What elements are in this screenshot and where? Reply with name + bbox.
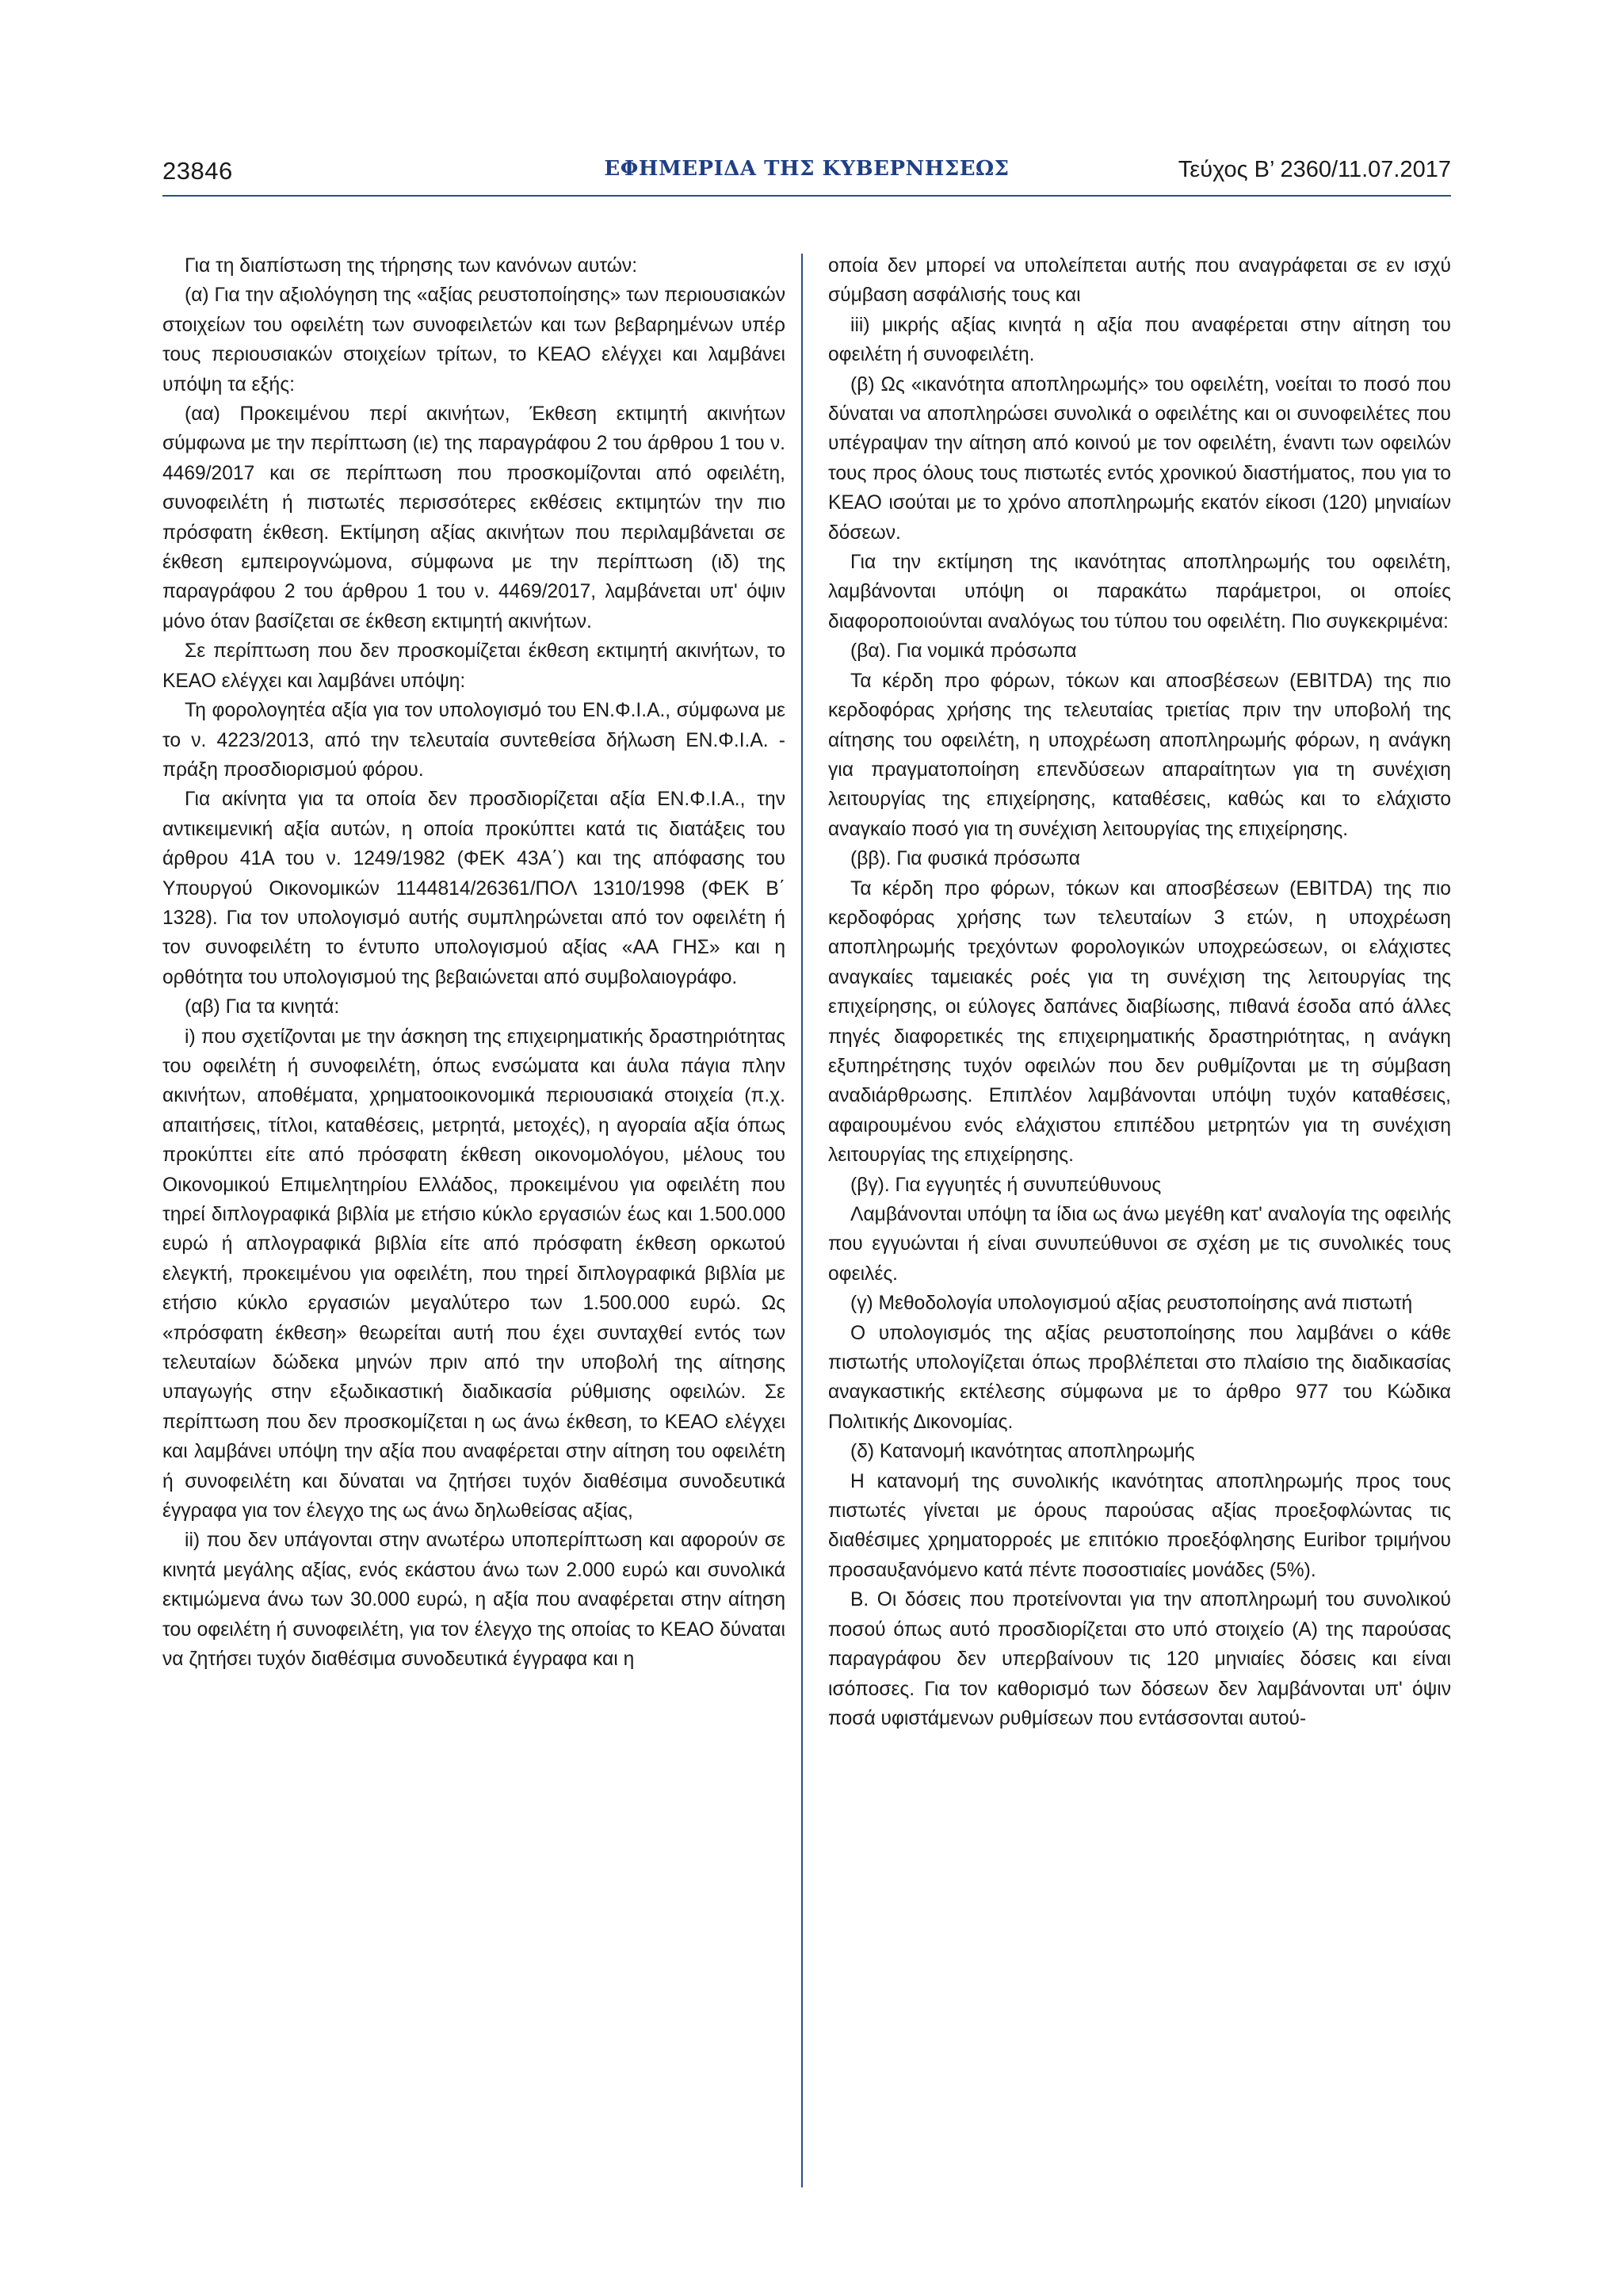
paragraph: (βα). Για νομικά πρόσωπα — [850, 640, 1077, 663]
paragraph: (α) Για την αξιολόγηση της «αξίας ρευστοποίησης» των περιουσιακών στοιχείων του οφειλέτη των συνοφειλετών και των βεβαρημένων υπέρ τους περιουσιακών στοιχείων τρίτων, το ΚΕΑΟ ελέγχει και λαμβάνει υπόψη τα εξής: — [162, 285, 785, 395]
paragraph: οποία δεν μπορεί να υπολείπεται αυτής που αναγράφεται σε εν ισχύ σύμβαση ασφάλισής τους και — [828, 255, 1451, 307]
paragraph: Για την εκτίμηση της ικανότητας αποπληρωμής του οφειλέτη, λαμβάνονται υπόψη οι παρακάτω παράμετροι, οι οποίες διαφοροποιούνται αναλόγως του τύπου του οφειλέτη. Πιο συγκεκριμένα: — [828, 552, 1451, 632]
paragraph: (αβ) Για τα κινητά: — [185, 996, 340, 1018]
paragraph: Τα κέρδη προ φόρων, τόκων και αποσβέσεων (EBITDA) της πιο κερδοφόρας χρήσης της τελευταίας τριετίας πριν την υποβολή της αίτησης του οφειλέτη, η υποχρέωση αποπληρωμής φόρων, η ανάγκη για πραγματοποίηση επενδύσεων απαραίτητων για τη συνέχιση λειτουργίας της επιχείρησης, καταθέσεις, καθώς και το ελάχιστο αναγκαίο ποσό για τη συνέχιση λειτουργίας της επιχείρησης. — [828, 670, 1451, 840]
left-column — [162, 251, 785, 1675]
gazette-title: ΕΦΗΜΕΡΙΔΑ ΤΗΣ ΚΥΒΕΡΝΗΣΕΩΣ — [604, 157, 1010, 181]
column-divider — [801, 254, 803, 2187]
issue-reference: Τεύχος Β’ 2360/11.07.2017 — [1178, 157, 1451, 182]
paragraph: (γ) Μεθοδολογία υπολογισμού αξίας ρευστοποίησης ανά πιστωτή — [850, 1293, 1413, 1315]
paragraph: Τα κέρδη προ φόρων, τόκων και αποσβέσεων (EBITDA) της πιο κερδοφόρας χρήσης των τελευταίων 3 ετών, η υποχρέωση αποπληρωμής τρεχόντων φορολογικών υποχρεώσεων, οι ελάχιστες αναγκαίες ταμειακές ροές για τη συνέχιση της λειτουργίας της επιχείρησης, οι εύλογες δαπάνες διαβίωσης, πιθανά έσοδα από άλλες πηγές διαφορετικές της επιχειρηματικής δραστηριότητας, η ανάγκη εξυπηρέτησης τυχόν οφειλών που δεν ρυθμίζονται με τη σύμβαση αναδιάρθρωσης. Επιπλέον λαμβάνονται υπόψη τυχόν καταθέσεις, αφαιρουμένου ενός ελάχιστου επιπέδου μετρητών για τη συνέχιση λειτουργίας της επιχείρησης. — [828, 877, 1451, 1167]
page-number: 23846 — [162, 157, 233, 185]
paragraph: Λαμβάνονται υπόψη τα ίδια ως άνω μεγέθη κατ' αναλογία της οφειλής που εγγυώνται ή είναι συνυπεύθυνοι σε σχέση με τις συνολικές τους οφειλές. — [828, 1204, 1451, 1285]
paragraph: iii) μικρής αξίας κινητά η αξία που αναφέρεται στην αίτηση του οφειλέτη ή συνοφειλέτη. — [828, 314, 1451, 366]
paragraph: (ββ). Για φυσικά πρόσωπα — [850, 848, 1080, 870]
paragraph: ii) που δεν υπάγονται στην ανωτέρω υποπερίπτωση και αφορούν σε κινητά μεγάλης αξίας, ενός εκάστου άνω των 2.000 ευρώ και συνολικά εκτιμώμενα άνω των 30.000 ευρώ, η αξία που αναφέρεται στην αίτηση του οφειλέτη ή συνοφειλέτη, για τον έλεγχο της οποίας το ΚΕΑΟ δύναται να ζητήσει τυχόν διαθέσιμα συνοδευτικά έγγραφα και η — [162, 1530, 785, 1671]
paragraph: Ο υπολογισμός της αξίας ρευστοποίησης που λαμβάνει ο κάθε πιστωτής υπολογίζεται όπως προβλέπεται στο πλαίσιο της διαδικασίας αναγκαστικής εκτέλεσης σύμφωνα με το άρθρο 977 του Κώδικα Πολιτικής Δικονομίας. — [828, 1322, 1451, 1433]
paragraph: Β. Οι δόσεις που προτείνονται για την αποπληρωμή του συνολικού ποσού όπως αυτό προσδιορίζεται στο υπό στοιχείο (Α) της παρούσας παραγράφου δεν υπερβαίνουν τις 120 μηνιαίες δόσεις και είναι ισόποσες. Για τον καθορισμό των δόσεων δεν λαμβάνονται υπ' όψιν ποσά υφιστάμενων ρυθμίσεων που εντάσσονται αυτού- — [828, 1589, 1451, 1729]
paragraph: Η κατανομή της συνολικής ικανότητας αποπληρωμής προς τους πιστωτές γίνεται με όρους παρούσας αξίας προεξοφλώντας τις διαθέσιμες χρηματορροές με επιτόκιο προεξόφλησης Euribor τριμήνου προσαυξανόμενο κατά πέντε ποσοστιαίες μονάδες (5%). — [828, 1470, 1451, 1581]
paragraph: (αα) Προκειμένου περί ακινήτων, Έκθεση εκτιμητή ακινήτων σύμφωνα με την περίπτωση (ιε) της παραγράφου 2 του άρθρου 1 του ν. 4469/2017 και σε περίπτωση που προσκομίζονται από οφειλέτη, συνοφειλέτη ή πιστωτές περισσότερες εκθέσεις εκτιμητών την πιο πρόσφατη έκθεση. Εκτίμηση αξίας ακινήτων που περιλαμβάνεται σε έκθεση εμπειρογνώμονα, σύμφωνα με την περίπτωση (ιδ) της παραγράφου 2 του άρθρου 1 του ν. 4469/2017, λαμβάνεται υπ' όψιν μόνο όταν βασίζεται σε έκθεση εκτιμητή ακινήτων. — [162, 403, 785, 632]
right-column — [828, 251, 1451, 1733]
paragraph: (δ) Κατανομή ικανότητας αποπληρωμής — [850, 1441, 1195, 1463]
header-rule — [162, 195, 1451, 197]
paragraph: (β) Ως «ικανότητα αποπληρωμής» του οφειλέτη, νοείται το ποσό που δύναται να αποπληρώσει συνολικά ο οφειλέτης και οι συνοφειλέτες που υπέγραψαν την αίτηση από κοινού με τον οφειλέτη, έναντι των οφειλών τους προς όλους τους πιστωτές εντός χρονικού διαστήματος, που για το ΚΕΑΟ ισούται με το χρόνο αποπληρωμής εκατόν είκοσι (120) μηνιαίων δόσεων. — [828, 373, 1451, 544]
paragraph: Για τη διαπίστωση της τήρησης των κανόνων αυτών: — [185, 255, 638, 277]
page-header — [162, 157, 1451, 192]
paragraph: i) που σχετίζονται με την άσκηση της επιχειρηματικής δραστηριότητας του οφειλέτη ή συνοφειλέτη, όπως ενσώματα και άυλα πάγια πλην ακινήτων, αποθέματα, χρηματοοικονομικά περιουσιακά στοιχεία (π.χ. απαιτήσεις, τίτλοι, καταθέσεις, μετρητά, μετοχές), η αγοραία αξία όπως προκύπτει είτε από πρόσφατη έκθεση οικονομολόγου, μέλους του Οικονομικού Επιμελητηρίου Ελλάδος, προκειμένου για οφειλέτη που τηρεί διπλογραφικά βιβλία με ετήσιο κύκλο εργασιών έως και 1.500.000 ευρώ ή απλογραφικά βιβλία είτε από πρόσφατη έκθεση ορκωτού ελεγκτή, προκειμένου για οφειλέτη, που τηρεί διπλογραφικά βιβλία με ετήσιο κύκλο εργασιών μεγαλύτερο των 1.500.000 ευρώ. Ως «πρόσφατη έκθεση» θεωρείται αυτή που έχει συνταχθεί εντός των τελευταίων δώδεκα μηνών πριν από την υποβολή της αίτησης υπαγωγής στην εξωδικαστική διαδικασία ρύθμισης οφειλών. Σε περίπτωση που δεν προσκομίζεται η ως άνω έκθεση, το ΚΕΑΟ ελέγχει και λαμβάνει υπόψη την αξία που αναφέρεται στην αίτηση του οφειλέτη ή συνοφειλέτη και δύναται να ζητήσει τυχόν διαθέσιμα συνοδευτικά έγγραφα για τον έλεγχο της ως άνω δηλωθείσας αξίας, — [162, 1026, 785, 1522]
paragraph: (βγ). Για εγγυητές ή συνυπεύθυνους — [850, 1174, 1162, 1196]
paragraph: Τη φορολογητέα αξία για τον υπολογισμό του ΕΝ.Φ.Ι.Α., σύμφωνα με το ν. 4223/2013, από την τελευταία συντεθείσα δήλωση ΕΝ.Φ.Ι.Α. - πράξη προσδιορισμού φόρου. — [162, 700, 785, 781]
paragraph: Για ακίνητα για τα οποία δεν προσδιορίζεται αξία ΕΝ.Φ.Ι.Α., την αντικειμενική αξία αυτών, η οποία προκύπτει κατά τις διατάξεις του άρθρου 41Α του ν. 1249/1982 (ΦΕΚ 43Α΄) και της απόφασης του Υπουργού Οικονομικών 1144814/26361/ΠΟΛ 1310/1998 (ΦΕΚ Β΄ 1328). Για τον υπολογισμό αυτής συμπληρώνεται από τον οφειλέτη ή τον συνοφειλέτη το έντυπο υπολογισμού αξίας «ΑΑ ΓΗΣ» και η ορθότητα του υπολογισμού της βεβαιώνεται από συμβολαιογράφο. — [162, 789, 785, 988]
paragraph: Σε περίπτωση που δεν προσκομίζεται έκθεση εκτιμητή ακινήτων, το ΚΕΑΟ ελέγχει και λαμβάνει υπόψη: — [162, 640, 785, 692]
